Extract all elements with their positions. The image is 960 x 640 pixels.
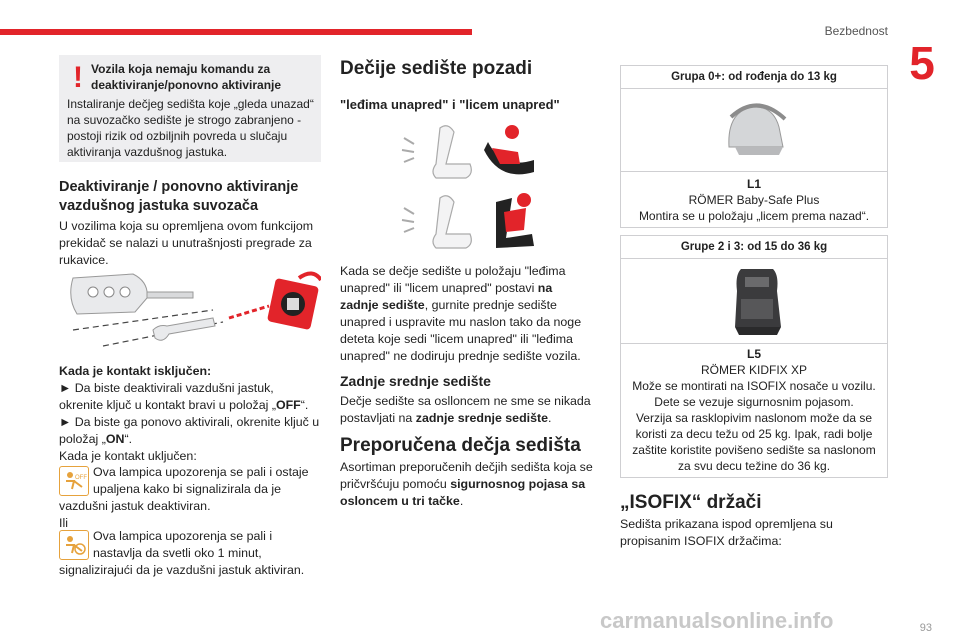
card-group0-code: L1 [746,177,761,191]
rear-seat-instructions: Kada se dečje sedište u položaju "leđima unapred" ili "licem unapred" postavi na zadnje sedište, gurnite prednje sedište unapred i uspravite mu naslon tako da noge deteta koje sedi "licem unapred" ili "leđima unapred" ne dodiruju prednje sedište vozila. [340,264,582,363]
key-switch-illustration [63,268,321,360]
kidfix-seat-icon [727,265,787,337]
warning-box [59,55,321,162]
card-group23-name: RÖMER KIDFIX XP [700,363,807,377]
car-key-icon [71,274,193,314]
rear-seat-title: Dečije sedište pozadi [340,58,533,79]
recommended-seats-title: Preporučena dečja sedišta [340,435,581,456]
middle-seat-heading: Zadnje srednje sedište [340,373,491,389]
warning-icon: ! [73,61,83,94]
airbag-on-lamp-icon [59,530,89,560]
middle-seat-text: Dečje sedište sa oslloncem ne sme se nikada postavljati na zadnje srednje sedište. [340,394,591,425]
airbag-off-lamp-icon [59,466,89,496]
baby-safe-seat-icon [721,97,791,163]
rear-facing-seat-icon [402,125,534,178]
top-accent-bar [0,29,472,35]
card-group0-image [621,89,887,172]
card-group23-image [621,259,887,344]
airbag-switch-icon [267,278,319,330]
ignition-off-label: Kada je kontakt isključen: [59,364,212,378]
chapter-number: 5 [909,37,935,89]
step-activate: ► Da biste ga ponovo aktivirali, okrenite ključ u položaj „ON“. [59,415,320,446]
seat-card-group0 [620,65,888,228]
card-group23-isofix: Može se montirati na ISOFIX nosače u vozilu. [632,379,876,393]
watermark: carmanualsonline.info [600,608,834,633]
section-title: Bezbednost [824,24,888,38]
card-group0-header: Grupa 0+: od rođenja do 13 kg [621,66,887,89]
card-group23-code: L5 [746,347,761,361]
isofix-title: „ISOFIX“ držači [620,492,762,513]
card-group23-header: Grupe 2 i 3: od 15 do 36 kg [621,236,887,259]
rear-seat-illustration [392,120,542,252]
card-group23-belt: Dete se vezuje sigurnosnim pojasom. [654,395,854,409]
card-group0-name: RÖMER Baby-Safe Plus [688,193,820,207]
rear-seat-subtitle: "leđima unapred" i "licem unapred" [340,97,560,112]
recommended-seats-text: Asortiman preporučenih dečjih sedišta koja se pričvršćuju pomoću sigurnosnog pojasa sa osloncem u tri tačke. [340,460,593,508]
card-group0-note: Montira se u položaju „licem prema nazad“. [638,209,870,223]
airbag-heading: Deaktiviranje / ponovno aktiviranje vazdušnog jastuka suvozača [59,179,299,214]
card-group23-note: Verzija sa rasklopivim naslonom može da se koristi za decu težu od 25 kg. Ipak, radi bolje zaštite koristite povišeno sedište sa naslonom za svu decu težine do 36 kg. [632,411,876,473]
step-deactivate: ► Da biste deaktivirali vazdušni jastuk, okrenite ključ u kontakt bravi u položaj „OFF“. [59,381,309,412]
warning-body: Instaliranje dečjeg sedišta koje „gleda unazad“ na suvozačko sedište je strogo zabranjeno - postoji rizik od ozbiljnih povreda u slučaju aktiviranja vazdušnog jastuka. [67,97,314,159]
warning-title: Vozila koja nemaju komandu za deaktiviranje/ponovno aktiviranje [91,62,282,92]
or-label: Ili [59,516,68,530]
forward-facing-seat-icon [402,193,534,248]
airbag-intro: U vozilima koja su opremljena ovom funkcijom prekidač se nalazi u unutrašnjosti pregrade za rukavice. [59,219,314,267]
isofix-text: Sedišta prikazana ispod opremljena su propisanim ISOFIX držačima: [620,517,833,548]
seat-card-group23 [620,235,888,478]
page-number: 93 [919,622,932,634]
svg-text:OFF: OFF [75,475,87,481]
ignition-on-label: Kada je kontakt uključen: [59,449,197,463]
key-blade-icon [153,318,215,340]
